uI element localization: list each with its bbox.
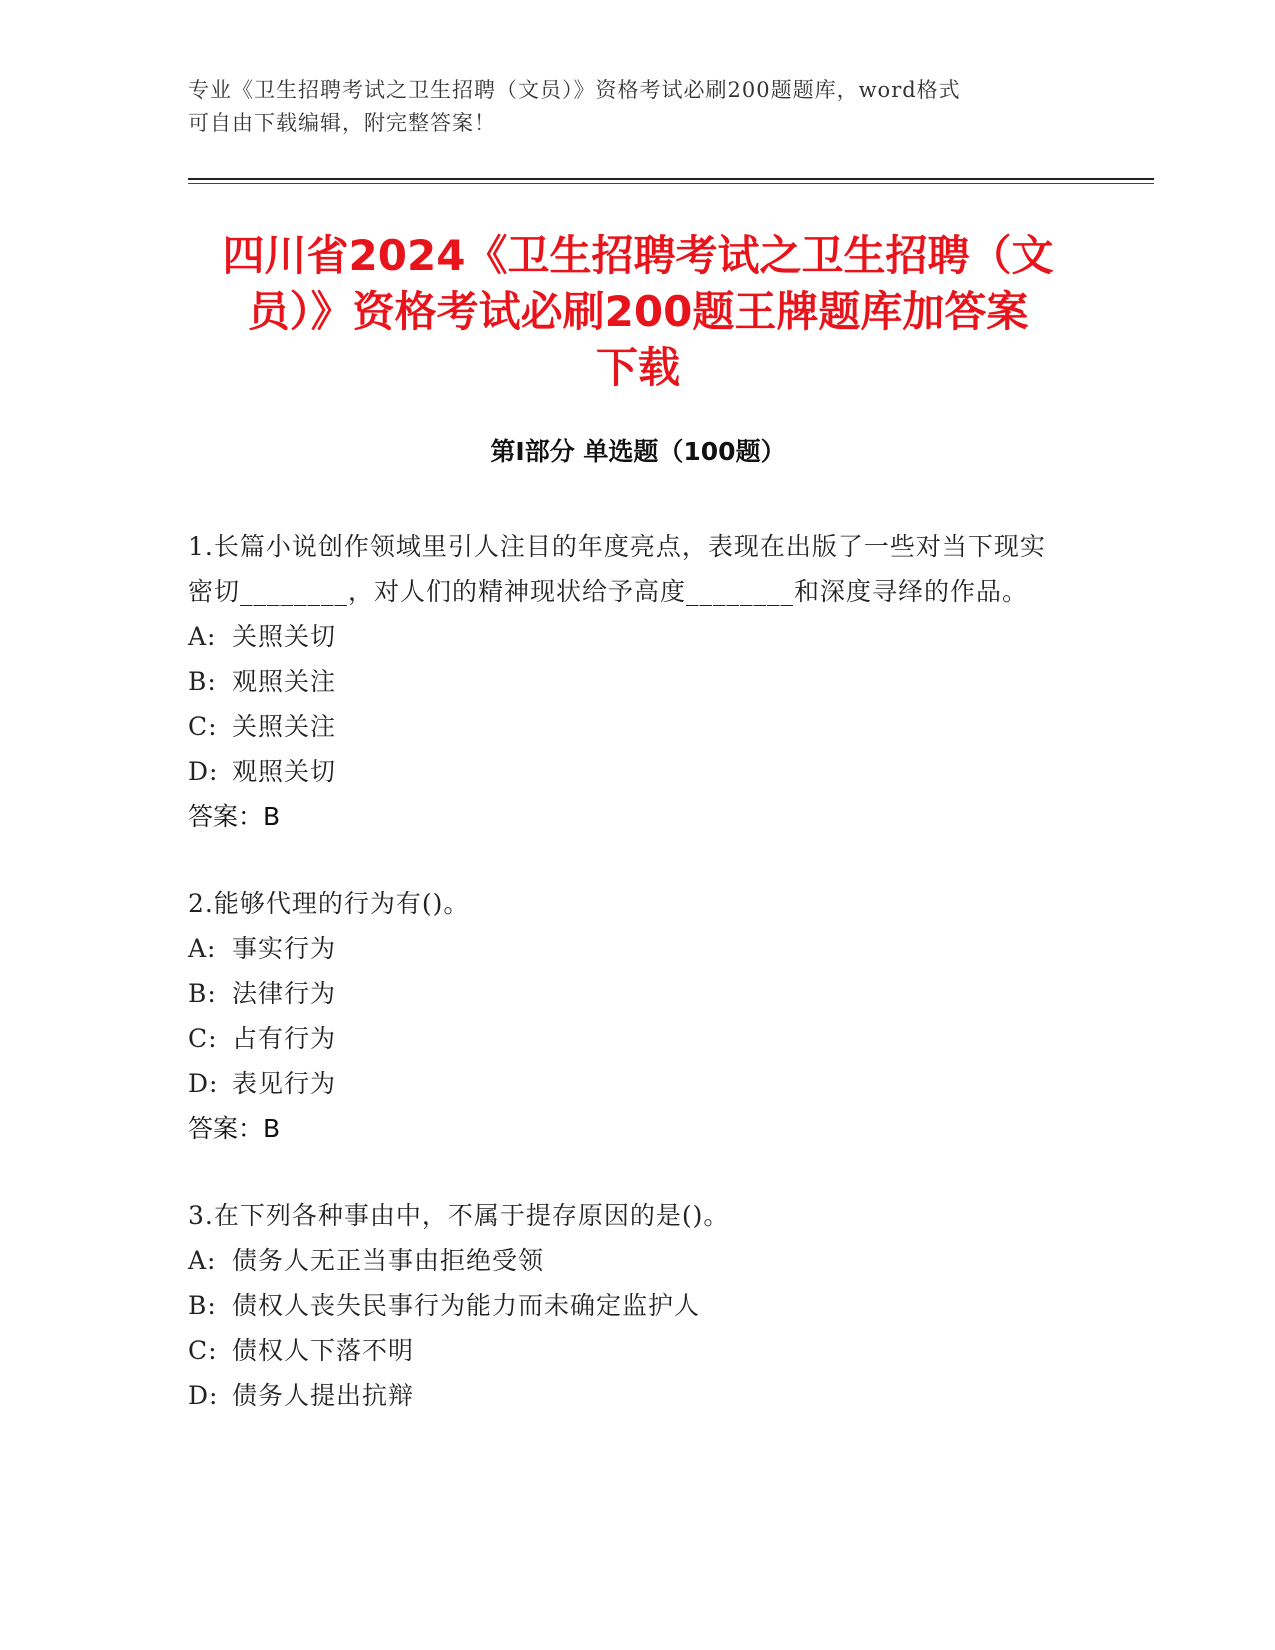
question-stem: 2.能够代理的行为有()。: [188, 889, 470, 918]
option-letter: D:: [188, 757, 219, 786]
header-divider-thin: [188, 183, 1154, 184]
option-text: 占有行为: [232, 1024, 337, 1053]
option-text: 观照关注: [232, 667, 337, 696]
question-option-c: [188, 1016, 1068, 1061]
question-option-c: [188, 1328, 1068, 1373]
question-stem: 1.长篇小说创作领域里引人注目的年度亮点，表现在出版了一些对当下现实密切________，对人们的精神现状给予高度________和深度寻绎的作品。: [188, 532, 1046, 606]
question-option-b: [188, 1283, 1068, 1328]
option-text: 债权人丧失民事行为能力而未确定监护人: [232, 1291, 701, 1320]
option-letter: D:: [188, 1069, 219, 1098]
option-letter: C:: [188, 712, 218, 741]
question-2: [188, 881, 1068, 1151]
option-letter: A:: [188, 934, 217, 963]
option-letter: A:: [188, 622, 217, 651]
option-text: 观照关切: [232, 757, 337, 786]
question-option-b: [188, 659, 1068, 704]
option-text: 法律行为: [232, 979, 337, 1008]
option-letter: B:: [188, 979, 217, 1008]
option-text: 债权人下落不明: [232, 1336, 415, 1365]
header-note: [188, 74, 1068, 140]
option-letter: B:: [188, 667, 217, 696]
option-text: 债务人无正当事由拒绝受领: [232, 1246, 545, 1275]
document-title-line-2: 员）》资格考试必刷200题王牌题库加答案: [247, 287, 1029, 336]
document-title-line-1: 四川省2024《卫生招聘考试之卫生招聘（文: [222, 231, 1054, 280]
option-text: 表见行为: [232, 1069, 337, 1098]
question-option-a: [188, 1238, 1068, 1283]
header-divider-thick: [188, 178, 1154, 180]
question-answer: 答案：B: [188, 802, 281, 831]
question-option-d: [188, 1061, 1068, 1106]
header-note-line-2: 可自由下载编辑，附完整答案！: [188, 111, 496, 135]
question-option-d: [188, 1373, 1068, 1418]
option-letter: C:: [188, 1024, 218, 1053]
question-option-b: [188, 971, 1068, 1016]
option-text: 事实行为: [232, 934, 337, 963]
question-answer: 答案：B: [188, 1114, 281, 1143]
document-title: [188, 228, 1088, 396]
question-3: [188, 1193, 1068, 1418]
option-letter: D:: [188, 1381, 219, 1410]
document-title-line-3: 下载: [595, 343, 680, 392]
question-option-a: [188, 926, 1068, 971]
option-letter: C:: [188, 1336, 218, 1365]
question-option-d: [188, 749, 1068, 794]
option-text: 关照关切: [232, 622, 337, 651]
question-1: [188, 524, 1068, 839]
option-letter: A:: [188, 1246, 217, 1275]
header-note-line-1: 专业《卫生招聘考试之卫生招聘（文员）》资格考试必刷200题题库，word格式: [188, 78, 961, 102]
option-text: 关照关注: [232, 712, 337, 741]
option-text: 债务人提出抗辩: [232, 1381, 415, 1410]
section-heading: 第Ⅰ部分 单选题（100题）: [490, 437, 786, 466]
option-letter: B:: [188, 1291, 217, 1320]
question-option-c: [188, 704, 1068, 749]
question-option-a: [188, 614, 1068, 659]
question-stem: 3.在下列各种事由中，不属于提存原因的是()。: [188, 1201, 730, 1230]
question-list: [188, 524, 1068, 1460]
